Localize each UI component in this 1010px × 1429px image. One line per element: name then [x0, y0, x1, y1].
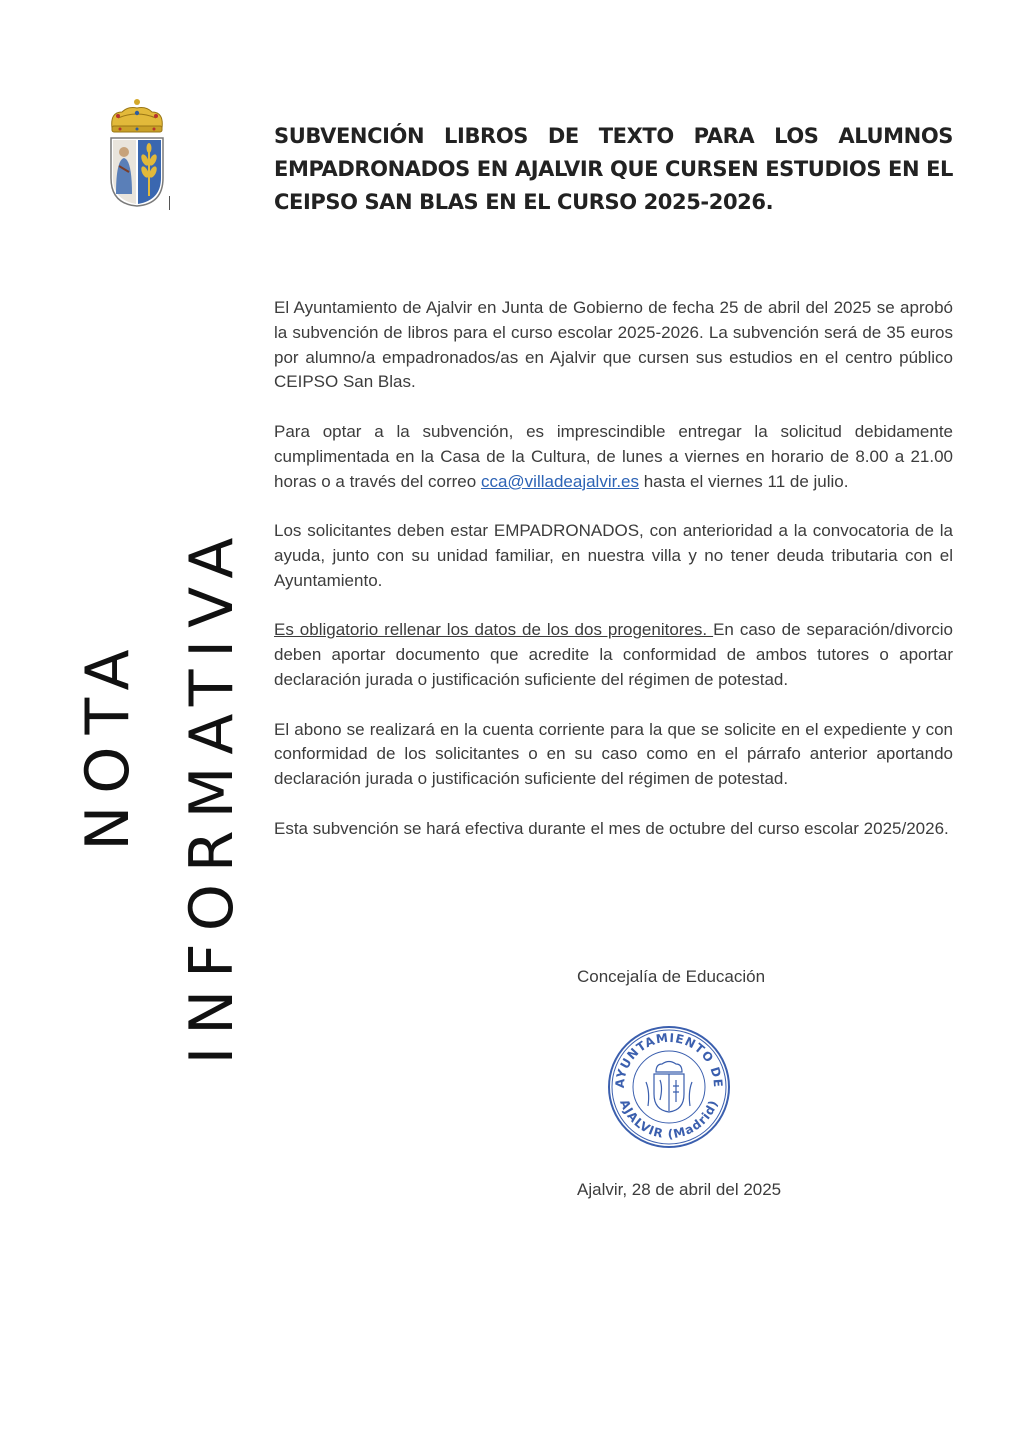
municipal-crest-logo	[104, 96, 170, 210]
date-place: Ajalvir, 28 de abril del 2025	[577, 1180, 782, 1199]
email-link[interactable]: cca@villadeajalvir.es	[480, 471, 639, 491]
separation-text: En caso de separación/divorcio deben aportar documento que acredite la conformidad de ambos tutores o aportar declaración jurada o justificación suficiente del régimen de potestad.	[274, 620, 953, 689]
crown-icon	[112, 99, 163, 132]
paragraph-requirements: Los solicitantes deben estar EMPADRONADOS, con anterioridad a la convocatoria de la ayuda, junto con su unidad familiar, en nuestra villa y no tener deuda tributaria con el Ayuntamiento.	[274, 521, 953, 590]
seal-text-bottom: AJALVIR (Madrid)	[617, 1097, 721, 1142]
paragraph-application	[274, 420, 953, 494]
department-signature: Concejalía de Educación	[577, 967, 766, 986]
document-title: SUBVENCIÓN LIBROS DE TEXTO PARA LOS ALUMNOS EMPADRONADOS EN AJALVIR QUE CURSEN ESTUDIOS EN EL CEIPSO SAN BLAS EN EL CURSO 2025-2026.	[274, 124, 953, 214]
paragraph-effective: Esta subvención se hará efectiva durante el mes de octubre del curso escolar 2025/2026.	[274, 818, 949, 838]
crest-divider	[169, 196, 170, 210]
side-label-informativa: INFORMATIVA	[177, 525, 247, 1065]
side-label-nota: NOTA	[73, 637, 143, 851]
application-text: Para optar a la subvención, es imprescindible entregar la solicitud debidamente cumplimentada en la Casa de la Cultura, de lunes a viernes en horario de 8.00 a 21.00 horas o a través del correo	[274, 421, 953, 491]
shield-icon	[111, 138, 163, 206]
paragraph-approval: El Ayuntamiento de Ajalvir en Junta de Gobierno de fecha 25 de abril del 2025 se aprobó la subvención de libros para el curso escolar 2025-2026. La subvención será de 35 euros por alumno/a empadronados/as en Ajalvir que cursen sus estudios en el centro público CEIPSO San Blas.	[274, 298, 953, 392]
seal-crest-icon	[646, 1062, 692, 1113]
notice-body	[274, 296, 953, 866]
deadline-text: hasta el viernes 11 de julio.	[639, 471, 849, 491]
paragraph-payment: El abono se realizará en la cuenta corriente para la que se solicite en el expediente y con conformidad de los solicitantes o en su caso como en el párrafo anterior aportando declaración jurada o justificación suficiente del régimen de potestad.	[274, 719, 953, 789]
seal-text-top: AYUNTAMIENTO DE	[612, 1030, 726, 1089]
paragraph-parents	[274, 618, 953, 692]
mandatory-notice: Es obligatorio rellenar los datos de los dos progenitores.	[274, 620, 714, 640]
town-hall-seal-stamp	[604, 1022, 734, 1152]
